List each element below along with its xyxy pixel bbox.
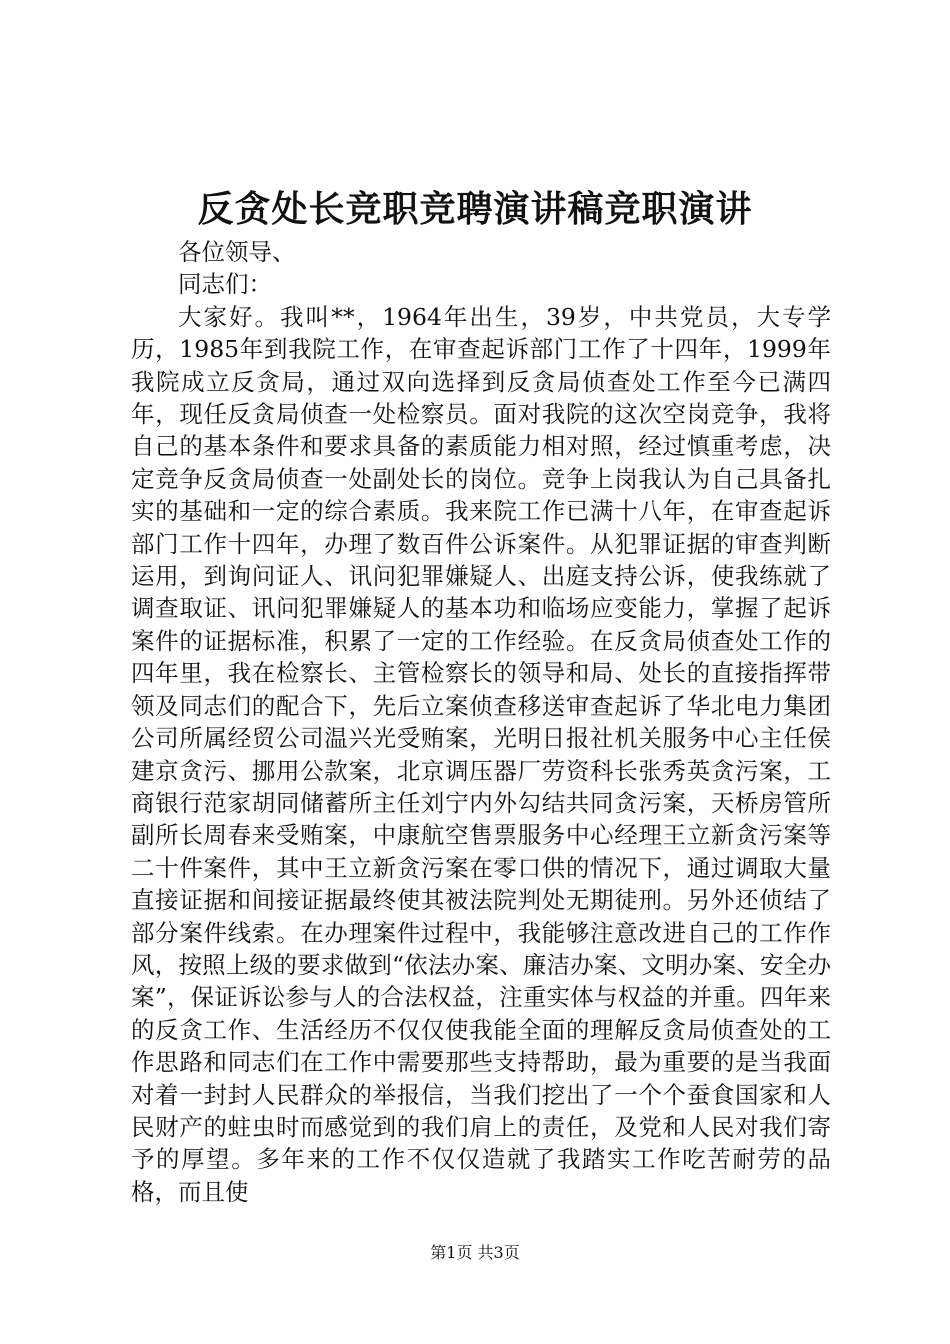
page-indicator: 第1页 共3页 xyxy=(430,1243,520,1262)
greeting-line: 同志们： xyxy=(178,270,272,299)
document-title: 反贪处长竞职竞聘演讲稿竞职演讲 xyxy=(197,188,753,230)
document-body xyxy=(131,236,831,1208)
body-paragraph: 大家好。我叫**，1964年出生，39岁，中共党员，大专学历，1985年到我院工作，在审查起诉部门工作了十四年，1999年我院成立反贪局，通过双向选择到反贪局侦查处工作至今已满四年，现任反贪局侦查一处检察员。面对我院的这次空岗竞争，我将自己的基本条件和要求具备的素质能力相对照，经过慎重考虑，决定竞争反贪局侦查一处副处长的岗位。竞争上岗我认为自己具备扎实的基础和一定的综合素质。我来院工作已满十八年，在审查起诉部门工作十四年，办理了数百件公诉案件。从犯罪证据的审查判断运用，到询问证人、讯问犯罪嫌疑人、出庭支持公诉，使我练就了调查取证、讯问犯罪嫌疑人的基本功和临场应变能力，掌握了起诉案件的证据标准，积累了一定的工作经验。在反贪局侦查处工作的四年里，我在检察长、主管检察长的领导和局、处长的直接指挥带领及同志们的配合下，先后立案侦查移送审查起诉了华北电力集团公司所属经贸公司温兴光受贿案，光明日报社机关服务中心主任侯建京贪污、挪用公款案，北京调压器厂劳资科长张秀英贪污案，工商银行范家胡同储蓄所主任刘宁内外勾结共同贪污案，天桥房管所副所长周春来受贿案，中康航空售票服务中心经理王立新贪污案等二十件案件，其中王立新贪污案在零口供的情况下，通过调取大量直接证据和间接证据最终使其被法院判处无期徒刑。另外还侦结了部分案件线索。在办理案件过程中，我能够注意改进自己的工作作风，按照上级的要求做到“依法办案、廉洁办案、文明办案、安全办案”，保证诉讼参与人的合法权益，注重实体与权益的并重。四年来的反贪工作、生活经历不仅仅使我能全面的理解反贪局侦查处的工作思路和同志们在工作中需要那些支持帮助，最为重要的是当我面对着一封封人民群众的举报信，当我们挖出了一个个蚕食国家和人民财产的蛀虫时而感觉到的我们肩上的责任，及党和人民对我们寄予的厚望。多年来的工作不仅仅造就了我踏实工作吃苦耐劳的品格，而且使 xyxy=(131,302,831,1206)
greeting-line: 各位领导、 xyxy=(178,238,296,266)
